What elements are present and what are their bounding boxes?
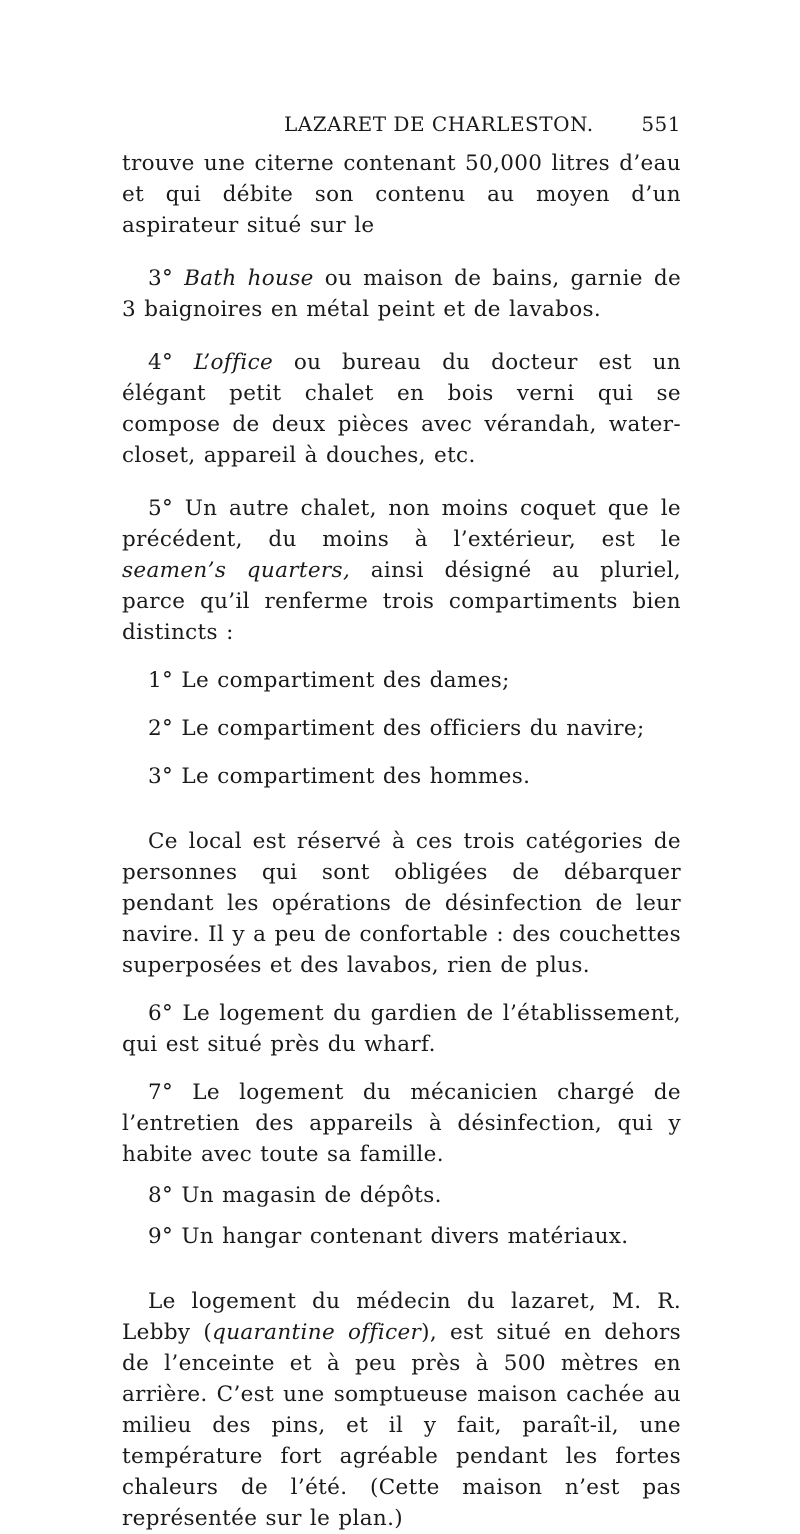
paragraph-text: ), est situé en dehors de l’enceinte et à peu près à 500 mètres en arrière. C’est une somptueuse maison cachée au milieu des pins, et il y fait, paraît-il, une température fort agréable pendant les fortes chaleurs de l’été. (Cette maison n’est pas représentée sur le plan.) bbox=[122, 1320, 681, 1531]
list-item: 2° Le compartiment des officiers du navire; bbox=[148, 716, 645, 741]
paragraph-text: 5° Un autre chalet, non moins coquet que le précédent, du moins à l’extérieur, est le bbox=[122, 496, 681, 552]
item-number: 3° bbox=[148, 266, 174, 291]
page-header bbox=[122, 112, 681, 142]
page-number: 551 bbox=[641, 112, 681, 136]
paragraph-text: ou maison de bains, garnie de 3 baignoires en métal peint et de lavabos. bbox=[122, 266, 682, 322]
list-item: 3° Le compartiment des hommes. bbox=[148, 764, 531, 789]
italic-term: L’office bbox=[193, 350, 274, 375]
paragraph-office bbox=[122, 347, 681, 471]
paragraph-local: Ce local est réservé à ces trois catégories de personnes qui sont obligées de débarquer pendant les opérations de désinfection de leur navire. Il y a peu de confortable : des couchettes superposées et des lavabos, rien de plus. bbox=[122, 829, 681, 978]
italic-term: Bath house bbox=[184, 266, 314, 291]
paragraph-mecanicien: 7° Le logement du mécanicien chargé de l’entretien des appareils à désinfection, qui y habite avec toute sa famille. bbox=[122, 1080, 681, 1167]
paragraph-medecin bbox=[122, 1286, 681, 1534]
paragraph-gardien: 6° Le logement du gardien de l’établissement, qui est situé près du wharf. bbox=[122, 1001, 681, 1057]
paragraph-bath-house bbox=[122, 263, 681, 325]
paragraph-text: ou bureau du docteur est un élégant petit chalet en bois verni qui se compose de deux pièces avec vérandah, water-closet, appareil à douches, etc. bbox=[122, 350, 681, 468]
paragraph-continuation: trouve une citerne contenant 50,000 litres d’eau et qui débite son contenu au moyen d’un aspirateur situé sur le bbox=[122, 151, 681, 238]
paragraph-seamens-quarters bbox=[122, 493, 681, 648]
italic-term: quarantine officer bbox=[212, 1320, 422, 1345]
paragraph-text: ainsi désigné au pluriel, parce qu’il renferme trois compartiments bien distincts : bbox=[122, 558, 681, 645]
paragraph-magasin: 8° Un magasin de dépôts. bbox=[148, 1183, 442, 1208]
running-title: LAZARET DE CHARLESTON. bbox=[284, 112, 594, 136]
paragraph-text: Le logement du médecin du lazaret, M. R. Lebby ( bbox=[122, 1289, 681, 1345]
item-number: 4° bbox=[148, 350, 174, 375]
page-body bbox=[122, 148, 681, 1534]
italic-term: seamen’s quarters, bbox=[122, 558, 351, 583]
paragraph-hangar: 9° Un hangar contenant divers matériaux. bbox=[148, 1224, 629, 1249]
list-item: 1° Le compartiment des dames; bbox=[148, 668, 510, 693]
